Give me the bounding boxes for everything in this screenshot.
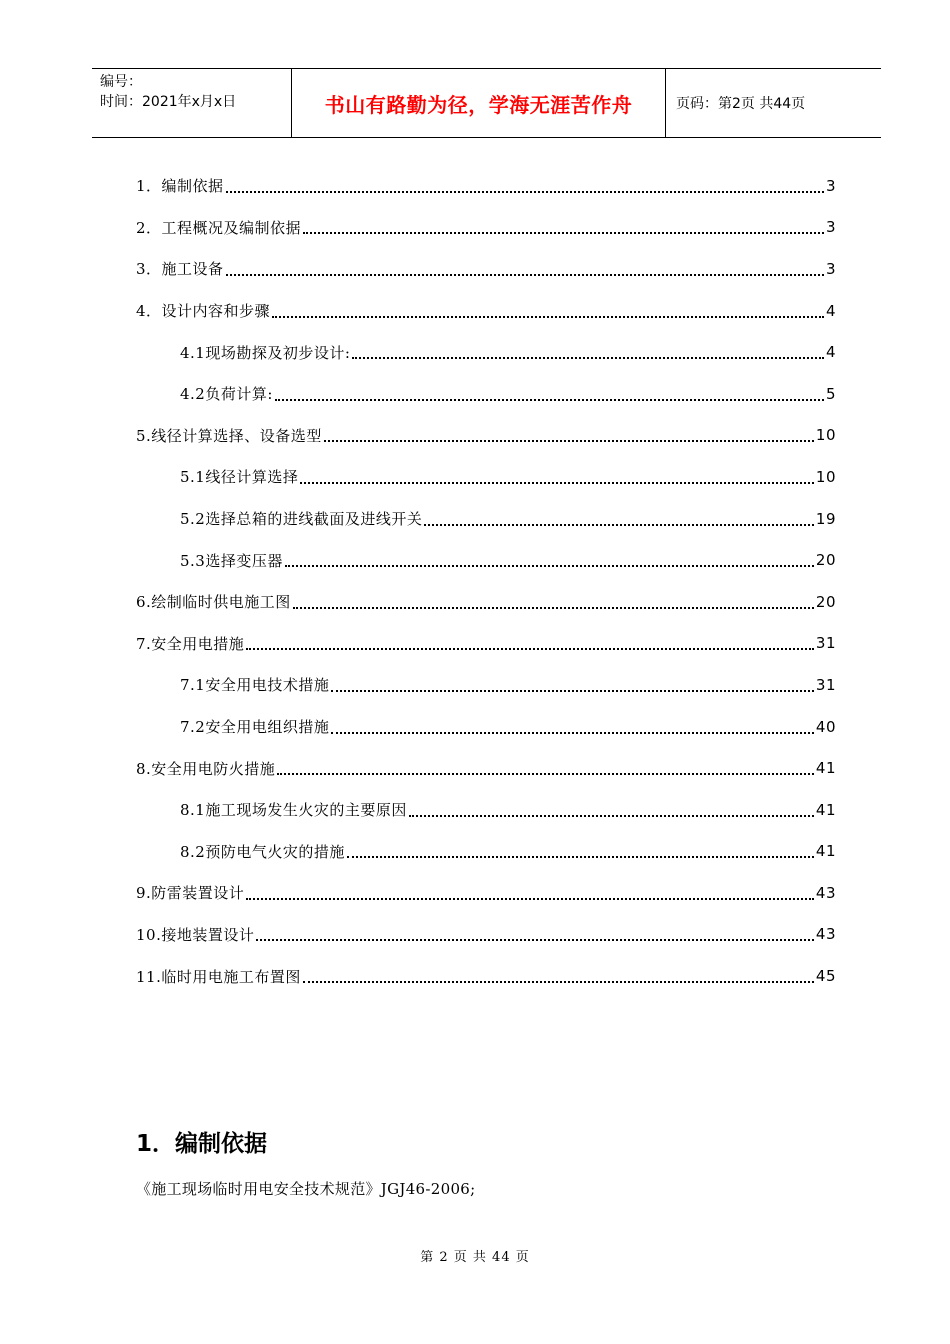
toc-entry-title: 4．设计内容和步骤 xyxy=(136,302,271,321)
toc-entry[interactable] xyxy=(136,623,836,665)
toc-leader-dots xyxy=(226,274,824,276)
toc-entry-page: 31 xyxy=(815,634,836,653)
toc-entry[interactable] xyxy=(136,581,836,623)
toc-entry-title: 5.3选择变压器 xyxy=(180,551,283,570)
toc-entry-title: 4.1现场勘探及初步设计: xyxy=(180,343,351,362)
toc-entry-title: 5.线径计算选择、设备选型 xyxy=(136,426,322,445)
toc-entry-title: 10.接地装置设计 xyxy=(136,925,255,944)
toc-entry-page: 40 xyxy=(815,717,836,736)
header-page-info: 页码：第2页 共44页 xyxy=(676,96,806,112)
toc-entry[interactable] xyxy=(136,831,836,873)
toc-entry-page: 43 xyxy=(815,883,836,902)
toc-entry-title: 11.临时用电施工布置图 xyxy=(136,967,301,986)
toc-leader-dots xyxy=(277,773,814,775)
toc-entry[interactable] xyxy=(136,207,836,249)
toc-entry[interactable] xyxy=(136,789,836,831)
toc-entry[interactable] xyxy=(136,955,836,997)
toc-entry-page: 4 xyxy=(825,343,836,362)
toc-entry-title: 5.2选择总箱的进线截面及进线开关 xyxy=(180,510,423,529)
toc-leader-dots xyxy=(424,524,814,526)
toc-entry[interactable] xyxy=(136,664,836,706)
toc-entry-page: 3 xyxy=(825,176,836,195)
section-text: 《施工现场临时用电安全技术规范》JGJ46-2006; xyxy=(136,1180,476,1198)
toc-leader-dots xyxy=(256,939,814,941)
toc-entry[interactable] xyxy=(136,706,836,748)
toc-leader-dots xyxy=(303,981,814,983)
toc-entry-page: 19 xyxy=(815,509,836,528)
toc-entry-title: 3．施工设备 xyxy=(136,260,224,279)
toc-entry-title: 9.防雷装置设计 xyxy=(136,884,245,903)
toc-entry[interactable] xyxy=(136,498,836,540)
toc-entry[interactable] xyxy=(136,914,836,956)
toc-leader-dots xyxy=(246,898,814,900)
toc-entry-page: 3 xyxy=(825,218,836,237)
toc-entry-title: 8.安全用电防火措施 xyxy=(136,759,276,778)
page-footer: 第 2 页 共 44 页 xyxy=(420,1250,530,1265)
toc-entry-title: 7.安全用电措施 xyxy=(136,634,245,653)
section-title: 1．编制依据 xyxy=(136,1131,268,1157)
toc-entry-page: 41 xyxy=(815,842,836,861)
toc-leader-dots xyxy=(272,316,824,318)
header-motto: 书山有路勤为径，学海无涯苦作舟 xyxy=(292,69,666,137)
toc-entry[interactable] xyxy=(136,165,836,207)
toc-leader-dots xyxy=(300,482,814,484)
toc-entry[interactable] xyxy=(136,456,836,498)
toc-leader-dots xyxy=(275,399,824,401)
toc-entry-title: 2．工程概况及编制依据 xyxy=(136,218,302,237)
header-meta xyxy=(92,69,292,137)
toc-entry-title: 7.1安全用电技术措施 xyxy=(180,676,330,695)
toc-entry-title: 5.1线径计算选择 xyxy=(180,468,299,487)
toc-leader-dots xyxy=(226,191,824,193)
toc-leader-dots xyxy=(409,815,814,817)
toc-entry-title: 8.1施工现场发生火灾的主要原因 xyxy=(180,801,407,820)
toc-entry-page: 20 xyxy=(815,592,836,611)
toc-leader-dots xyxy=(293,607,814,609)
toc-entry[interactable] xyxy=(136,373,836,415)
toc-entry-page: 43 xyxy=(815,925,836,944)
toc-entry-page: 45 xyxy=(815,967,836,986)
toc-entry-page: 3 xyxy=(825,259,836,278)
toc-entry[interactable] xyxy=(136,248,836,290)
toc-leader-dots xyxy=(303,232,824,234)
toc-entry-title: 4.2负荷计算: xyxy=(180,385,273,404)
toc-leader-dots xyxy=(246,648,814,650)
toc-entry[interactable] xyxy=(136,415,836,457)
toc-entry-page: 41 xyxy=(815,800,836,819)
toc-entry[interactable] xyxy=(136,747,836,789)
toc-leader-dots xyxy=(285,565,814,567)
toc-leader-dots xyxy=(352,357,824,359)
toc-entry[interactable] xyxy=(136,331,836,373)
toc-entry-page: 41 xyxy=(815,759,836,778)
toc-entry-page: 5 xyxy=(825,384,836,403)
toc-entry-page: 10 xyxy=(815,426,836,445)
toc-leader-dots xyxy=(347,856,814,858)
toc-entry-title: 8.2预防电气火灾的措施 xyxy=(180,842,345,861)
header-time-label: 时间：2021年x月x日 xyxy=(100,94,237,110)
toc-entry-page: 4 xyxy=(825,301,836,320)
toc-entry[interactable] xyxy=(136,539,836,581)
toc-leader-dots xyxy=(331,732,814,734)
table-of-contents xyxy=(136,165,836,997)
toc-entry-page: 31 xyxy=(815,675,836,694)
header-number-label: 编号： xyxy=(100,74,142,90)
toc-leader-dots xyxy=(324,440,814,442)
toc-entry[interactable] xyxy=(136,290,836,332)
toc-entry-page: 20 xyxy=(815,551,836,570)
toc-entry-title: 1．编制依据 xyxy=(136,177,224,196)
page-header xyxy=(92,68,881,138)
toc-entry[interactable] xyxy=(136,872,836,914)
toc-entry-title: 6.绘制临时供电施工图 xyxy=(136,593,291,612)
toc-entry-title: 7.2安全用电组织措施 xyxy=(180,718,330,737)
toc-leader-dots xyxy=(331,690,814,692)
toc-entry-page: 10 xyxy=(815,467,836,486)
